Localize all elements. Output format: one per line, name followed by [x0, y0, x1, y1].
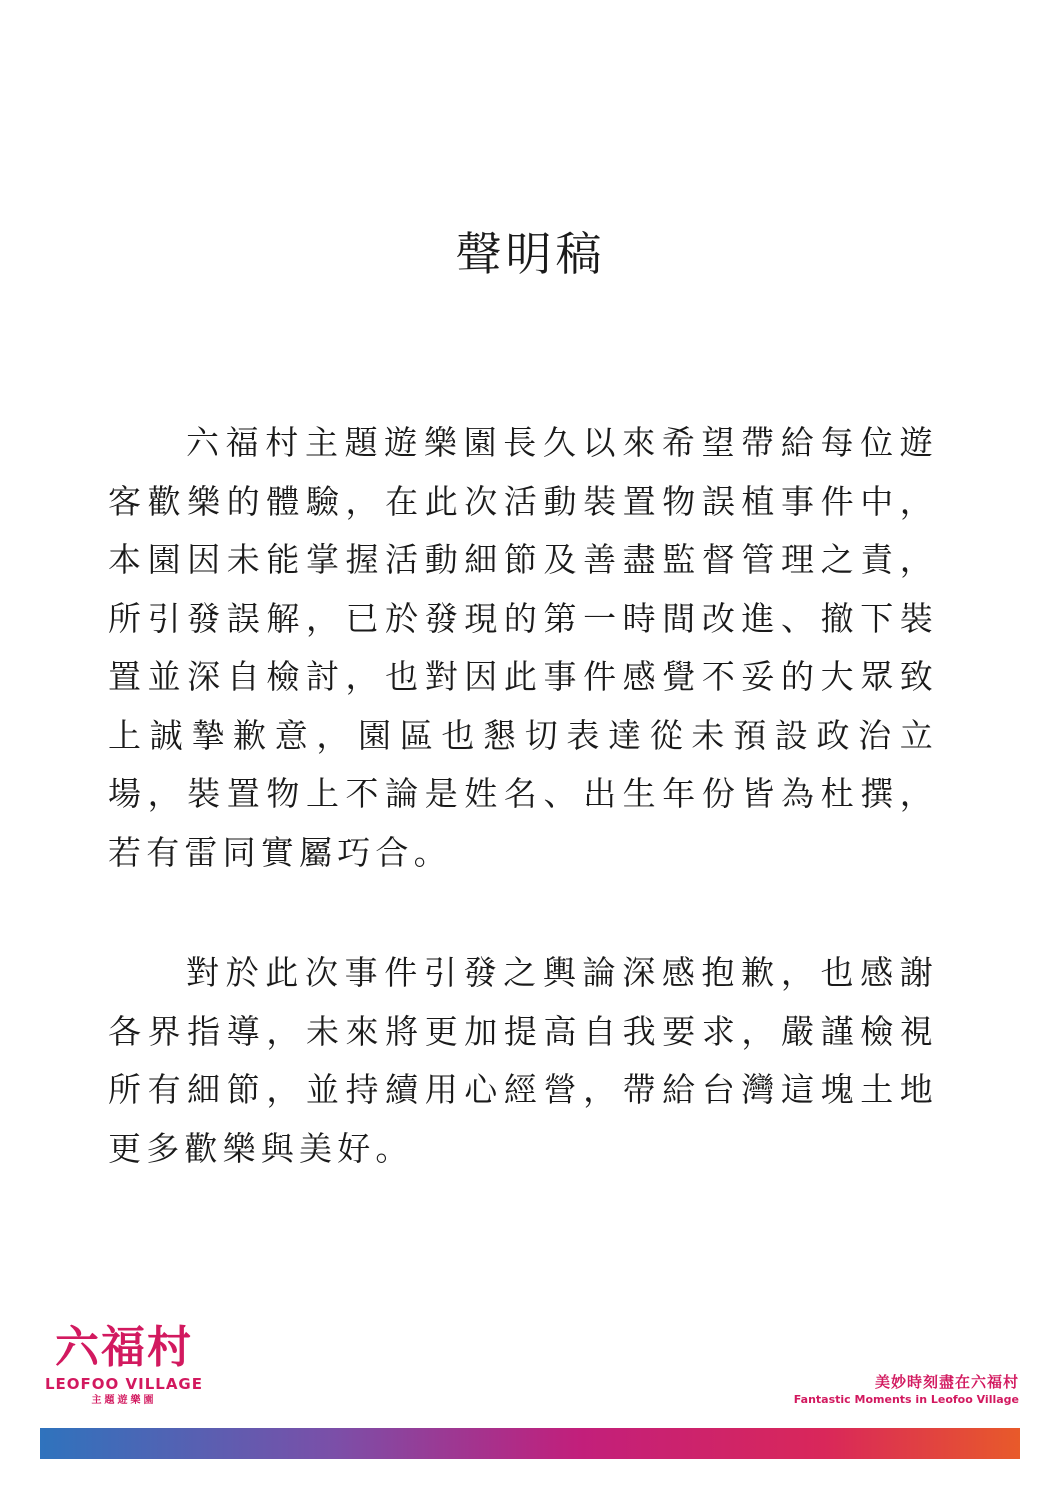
- footer-slogan: [794, 1372, 1019, 1408]
- page-title: 聲明稿: [455, 227, 606, 281]
- statement-paragraph-2: 對於此次事件引發之輿論深感抱歉，也感謝各界指導，未來將更加提高自我要求，嚴謹檢視所有細節，並持續用心經營，帶給台灣這塊土地更多歡樂與美好。: [108, 953, 938, 1168]
- leofoo-logo: [38, 1322, 210, 1408]
- logo-subtitle: 主題遊樂園: [91, 1395, 157, 1406]
- footer-gradient-bar: [40, 1428, 1020, 1459]
- slogan-chinese: 美妙時刻盡在六福村: [874, 1373, 1019, 1391]
- logo-english-name: LEOFOO VILLAGE: [44, 1375, 203, 1393]
- logo-chinese-name: 六福村: [55, 1322, 193, 1373]
- statement-paragraph-1: 六福村主題遊樂園長久以來希望帶給每位遊客歡樂的體驗，在此次活動裝置物誤植事件中，本園因未能掌握活動細節及善盡監督管理之責，所引發誤解，已於發現的第一時間改進、撤下裝置並深自檢討，也對因此事件感覺不妥的大眾致上誠摯歉意，園區也懇切表達從未預設政治立場，裝置物上不論是姓名、出生年份皆為杜撰，若有雷同實屬巧合。: [108, 423, 938, 872]
- slogan-english: Fantastic Moments in Leofoo Village: [793, 1393, 1019, 1406]
